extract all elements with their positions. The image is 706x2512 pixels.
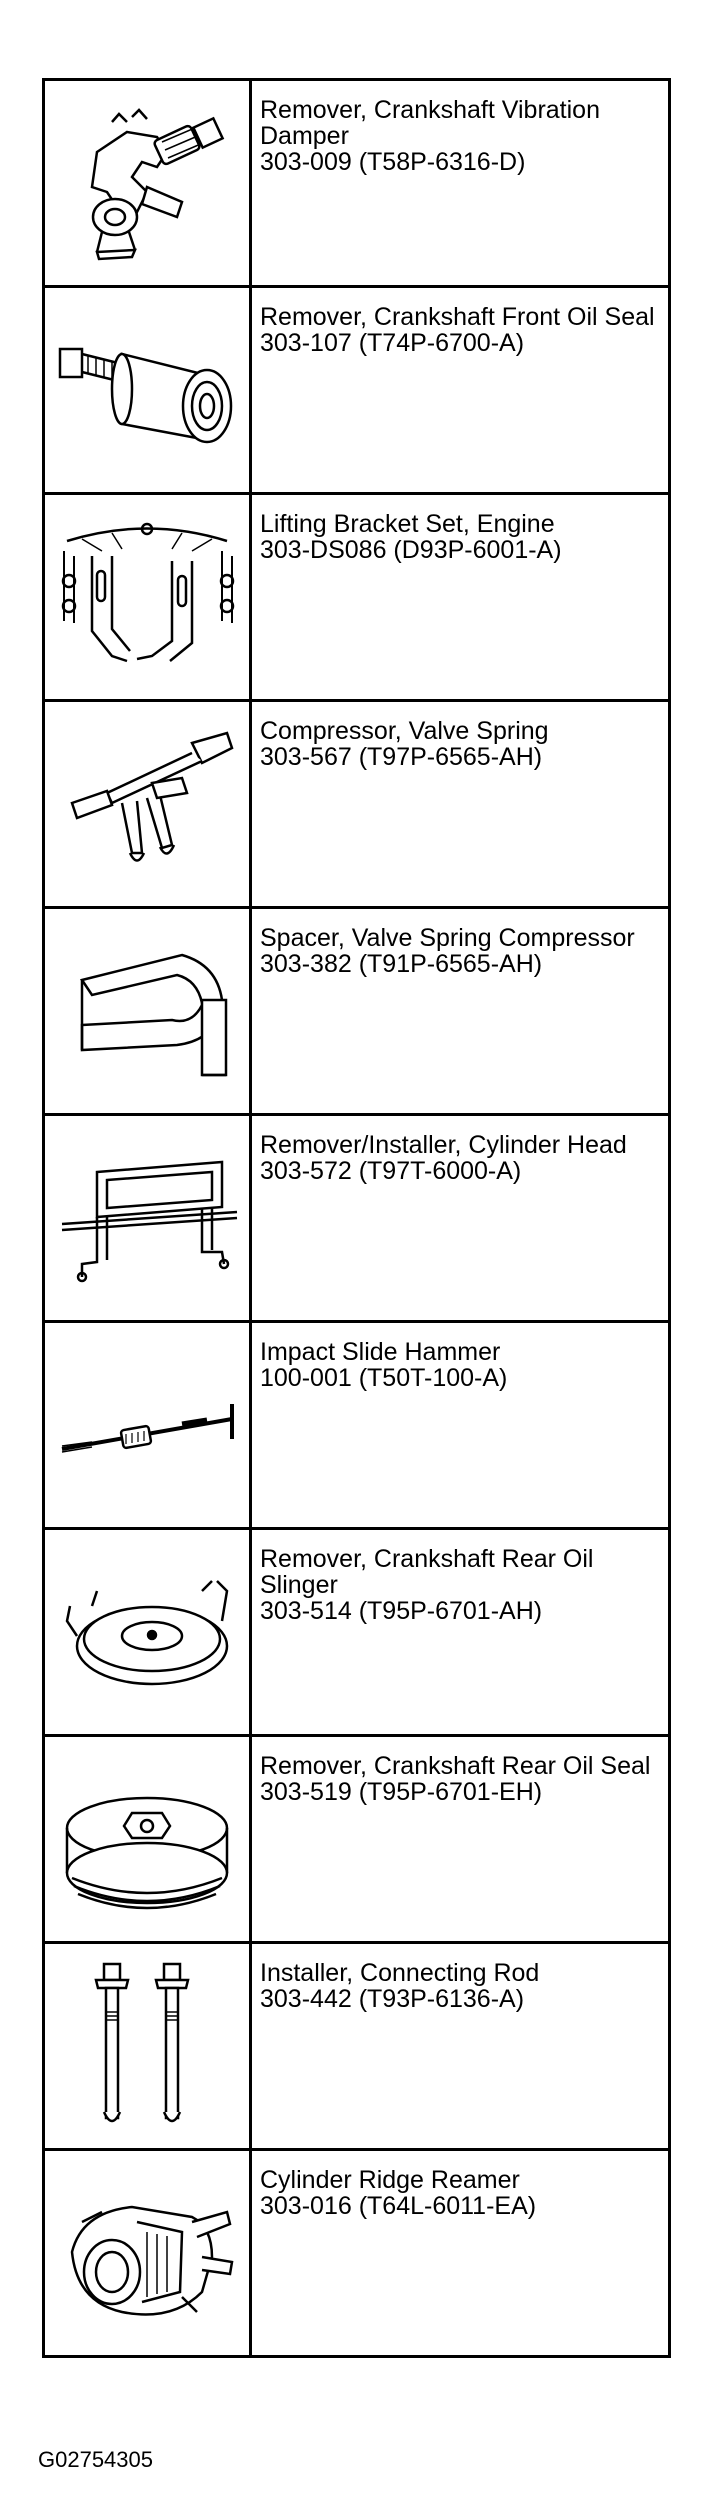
tool-name: Installer, Connecting Rod [260,1959,540,1987]
tool-part-number: 100-001 (T50T-100-A) [260,1364,508,1392]
tool-row [44,908,670,1115]
tool-illustration-cell [44,80,251,287]
tool-part-number: 303-009 (T58P-6316-D) [260,148,526,176]
special-tools-table [42,78,671,2358]
tool-name: Remover, Crankshaft Front Oil Seal [260,303,655,331]
tool-illustration-cell [44,701,251,908]
tool-description-cell [251,1529,670,1736]
tool-name: Lifting Bracket Set, Engine [260,510,555,538]
tool-name: Impact Slide Hammer [260,1338,501,1366]
tool-row [44,1736,670,1943]
tool-description-cell [251,908,670,1115]
tool-part-number: 303-107 (T74P-6700-A) [260,329,525,357]
tool-part-number: 303-442 (T93P-6136-A) [260,1985,525,2013]
tool-description-cell [251,1115,670,1322]
ridge-reamer-icon [52,2162,242,2342]
tool-name: Remover, Crankshaft Vibration Damper [260,96,600,150]
tool-row [44,1115,670,1322]
tool-row [44,1322,670,1529]
tool-description-cell [251,1736,670,1943]
slide-hammer-icon [52,1364,242,1484]
valve-spring-compressor-icon [52,723,242,883]
compressor-spacer-icon [52,925,242,1095]
tool-row [44,494,670,701]
cylinder-head-remover-icon [52,1132,242,1302]
tool-part-number: 303-DS086 (D93P-6001-A) [260,536,562,564]
tool-name: Remover, Crankshaft Rear Oil Slinger [260,1545,594,1599]
tool-part-number: 303-567 (T97P-6565-AH) [260,743,543,771]
front-oil-seal-remover-icon [52,314,242,464]
tool-description-cell [251,701,670,908]
tool-name: Cylinder Ridge Reamer [260,2166,520,2194]
tool-row [44,80,670,287]
tool-part-number: 303-382 (T91P-6565-AH) [260,950,543,978]
vibration-damper-remover-icon [57,92,237,272]
tool-description-cell [251,1322,670,1529]
figure-id: G02754305 [38,2447,153,2472]
lifting-bracket-icon [52,511,242,681]
rear-oil-seal-remover-icon [52,1758,242,1918]
tool-description-cell [251,494,670,701]
tool-illustration-cell [44,1322,251,1529]
tool-illustration-cell [44,1529,251,1736]
tool-row [44,701,670,908]
connecting-rod-installer-icon [52,1952,242,2137]
tool-name: Compressor, Valve Spring [260,717,549,745]
tool-part-number: 303-572 (T97T-6000-A) [260,1157,522,1185]
tool-part-number: 303-514 (T95P-6701-AH) [260,1597,543,1625]
tool-row [44,1529,670,1736]
tool-row [44,2150,670,2357]
tool-part-number: 303-519 (T95P-6701-EH) [260,1778,543,1806]
tool-row [44,1943,670,2150]
tool-part-number: 303-016 (T64L-6011-EA) [260,2192,537,2220]
tool-name: Spacer, Valve Spring Compressor [260,924,635,952]
tool-row [44,287,670,494]
tool-description-cell [251,287,670,494]
tool-description-cell [251,1943,670,2150]
tool-illustration-cell [44,494,251,701]
tool-description-cell [251,2150,670,2357]
oil-slinger-remover-icon [52,1551,242,1711]
tool-illustration-cell [44,287,251,494]
tool-illustration-cell [44,908,251,1115]
tool-name: Remover, Crankshaft Rear Oil Seal [260,1752,651,1780]
tool-illustration-cell [44,1943,251,2150]
tool-illustration-cell [44,2150,251,2357]
tool-description-cell [251,80,670,287]
tool-illustration-cell [44,1736,251,1943]
tool-illustration-cell [44,1115,251,1322]
tool-name: Remover/Installer, Cylinder Head [260,1131,627,1159]
